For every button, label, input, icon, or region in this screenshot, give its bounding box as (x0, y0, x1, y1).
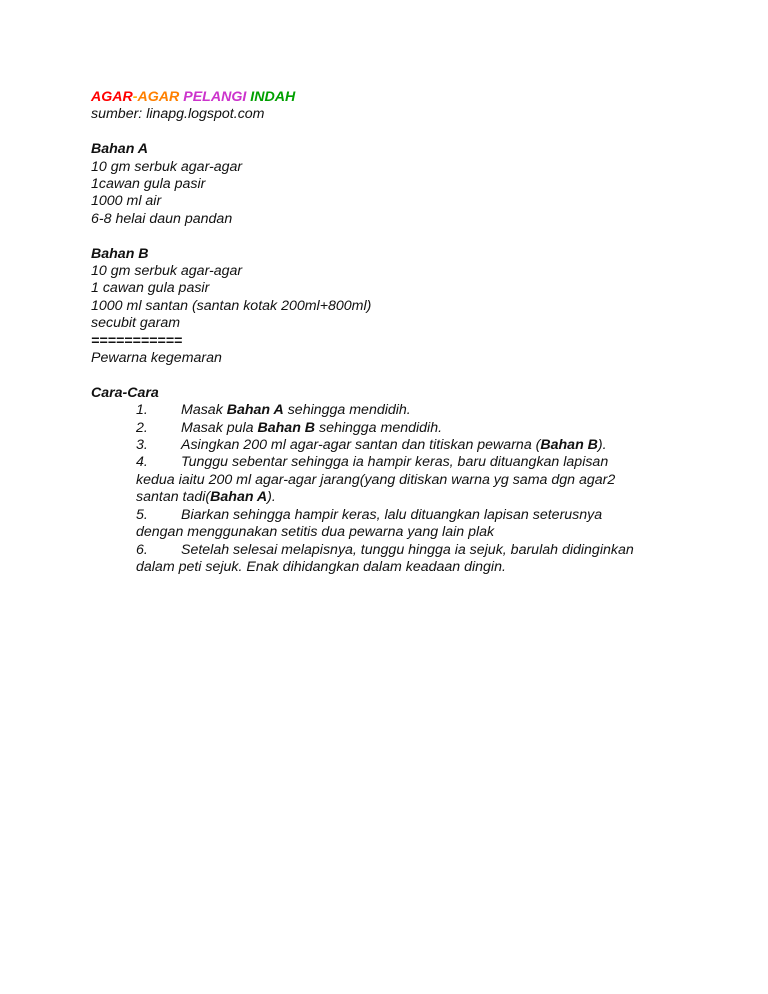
document-page (91, 89, 711, 576)
source-line: sumber: linapg.logspot.com (91, 106, 265, 123)
bahan-a-item: 1cawan gula pasir (91, 176, 206, 193)
recipe-title (91, 89, 711, 106)
step-number: 1. (136, 402, 148, 419)
cara-heading: Cara-Cara (91, 384, 159, 401)
bahan-b-item: 1000 ml santan (santan kotak 200ml+800ml) (91, 297, 372, 314)
bahan-b-item: secubit garam (91, 315, 181, 332)
title-part-dash: - (132, 89, 138, 105)
step-5: 5. Biarkan sehingga hampir keras, lalu dituangkan lapisan seterusnya dengan menggunakan setitis dua pewarna yang lain plak (136, 506, 603, 541)
step-6: 6. Setelah selesai melapisnya, tunggu hingga ia sejuk, barulah didinginkan dalam peti sejuk. Enak dihidangkan dalam keadaan dingin. (136, 541, 634, 575)
pewarna-line: Pewarna kegemaran (91, 350, 222, 367)
title-part-agar2: AGAR (137, 89, 180, 105)
bahan-a-item: 10 gm serbuk agar-agar (91, 158, 243, 175)
step-3: 3. Asingkan 200 ml agar-agar santan dan titiskan pewarna (Bahan B). (136, 437, 607, 454)
bahan-a-item: 6-8 helai daun pandan (91, 210, 233, 227)
title-part-agar: AGAR (91, 89, 133, 105)
step-2: 2. Masak pula Bahan B sehingga mendidih. (136, 419, 443, 436)
step-number: 6. (136, 541, 148, 558)
separator-line: =========== (91, 332, 183, 349)
bahan-a-heading: Bahan A (91, 141, 149, 158)
step-number: 2. (136, 419, 148, 436)
bahan-b-heading: Bahan B (91, 245, 149, 262)
step-1: 1. Masak Bahan A sehingga mendidih. (136, 402, 411, 419)
step-number: 5. (136, 506, 148, 523)
step-number: 4. (136, 454, 148, 471)
steps-list (136, 402, 711, 576)
bahan-a-item: 1000 ml air (91, 193, 162, 210)
bahan-b-item: 10 gm serbuk agar-agar (91, 263, 243, 280)
step-number: 3. (136, 437, 148, 454)
step-4: 4. Tunggu sebentar sehingga ia hampir keras, baru dituangkan lapisan kedua iaitu 200 ml agar-agar jarang(yang ditiskan warna yg sama dgn agar2 santan tadi(Bahan A). (136, 454, 616, 506)
title-part-pelangi: PELANGI (183, 89, 247, 105)
bahan-b-item: 1 cawan gula pasir (91, 280, 210, 297)
title-part-indah: INDAH (250, 89, 296, 105)
